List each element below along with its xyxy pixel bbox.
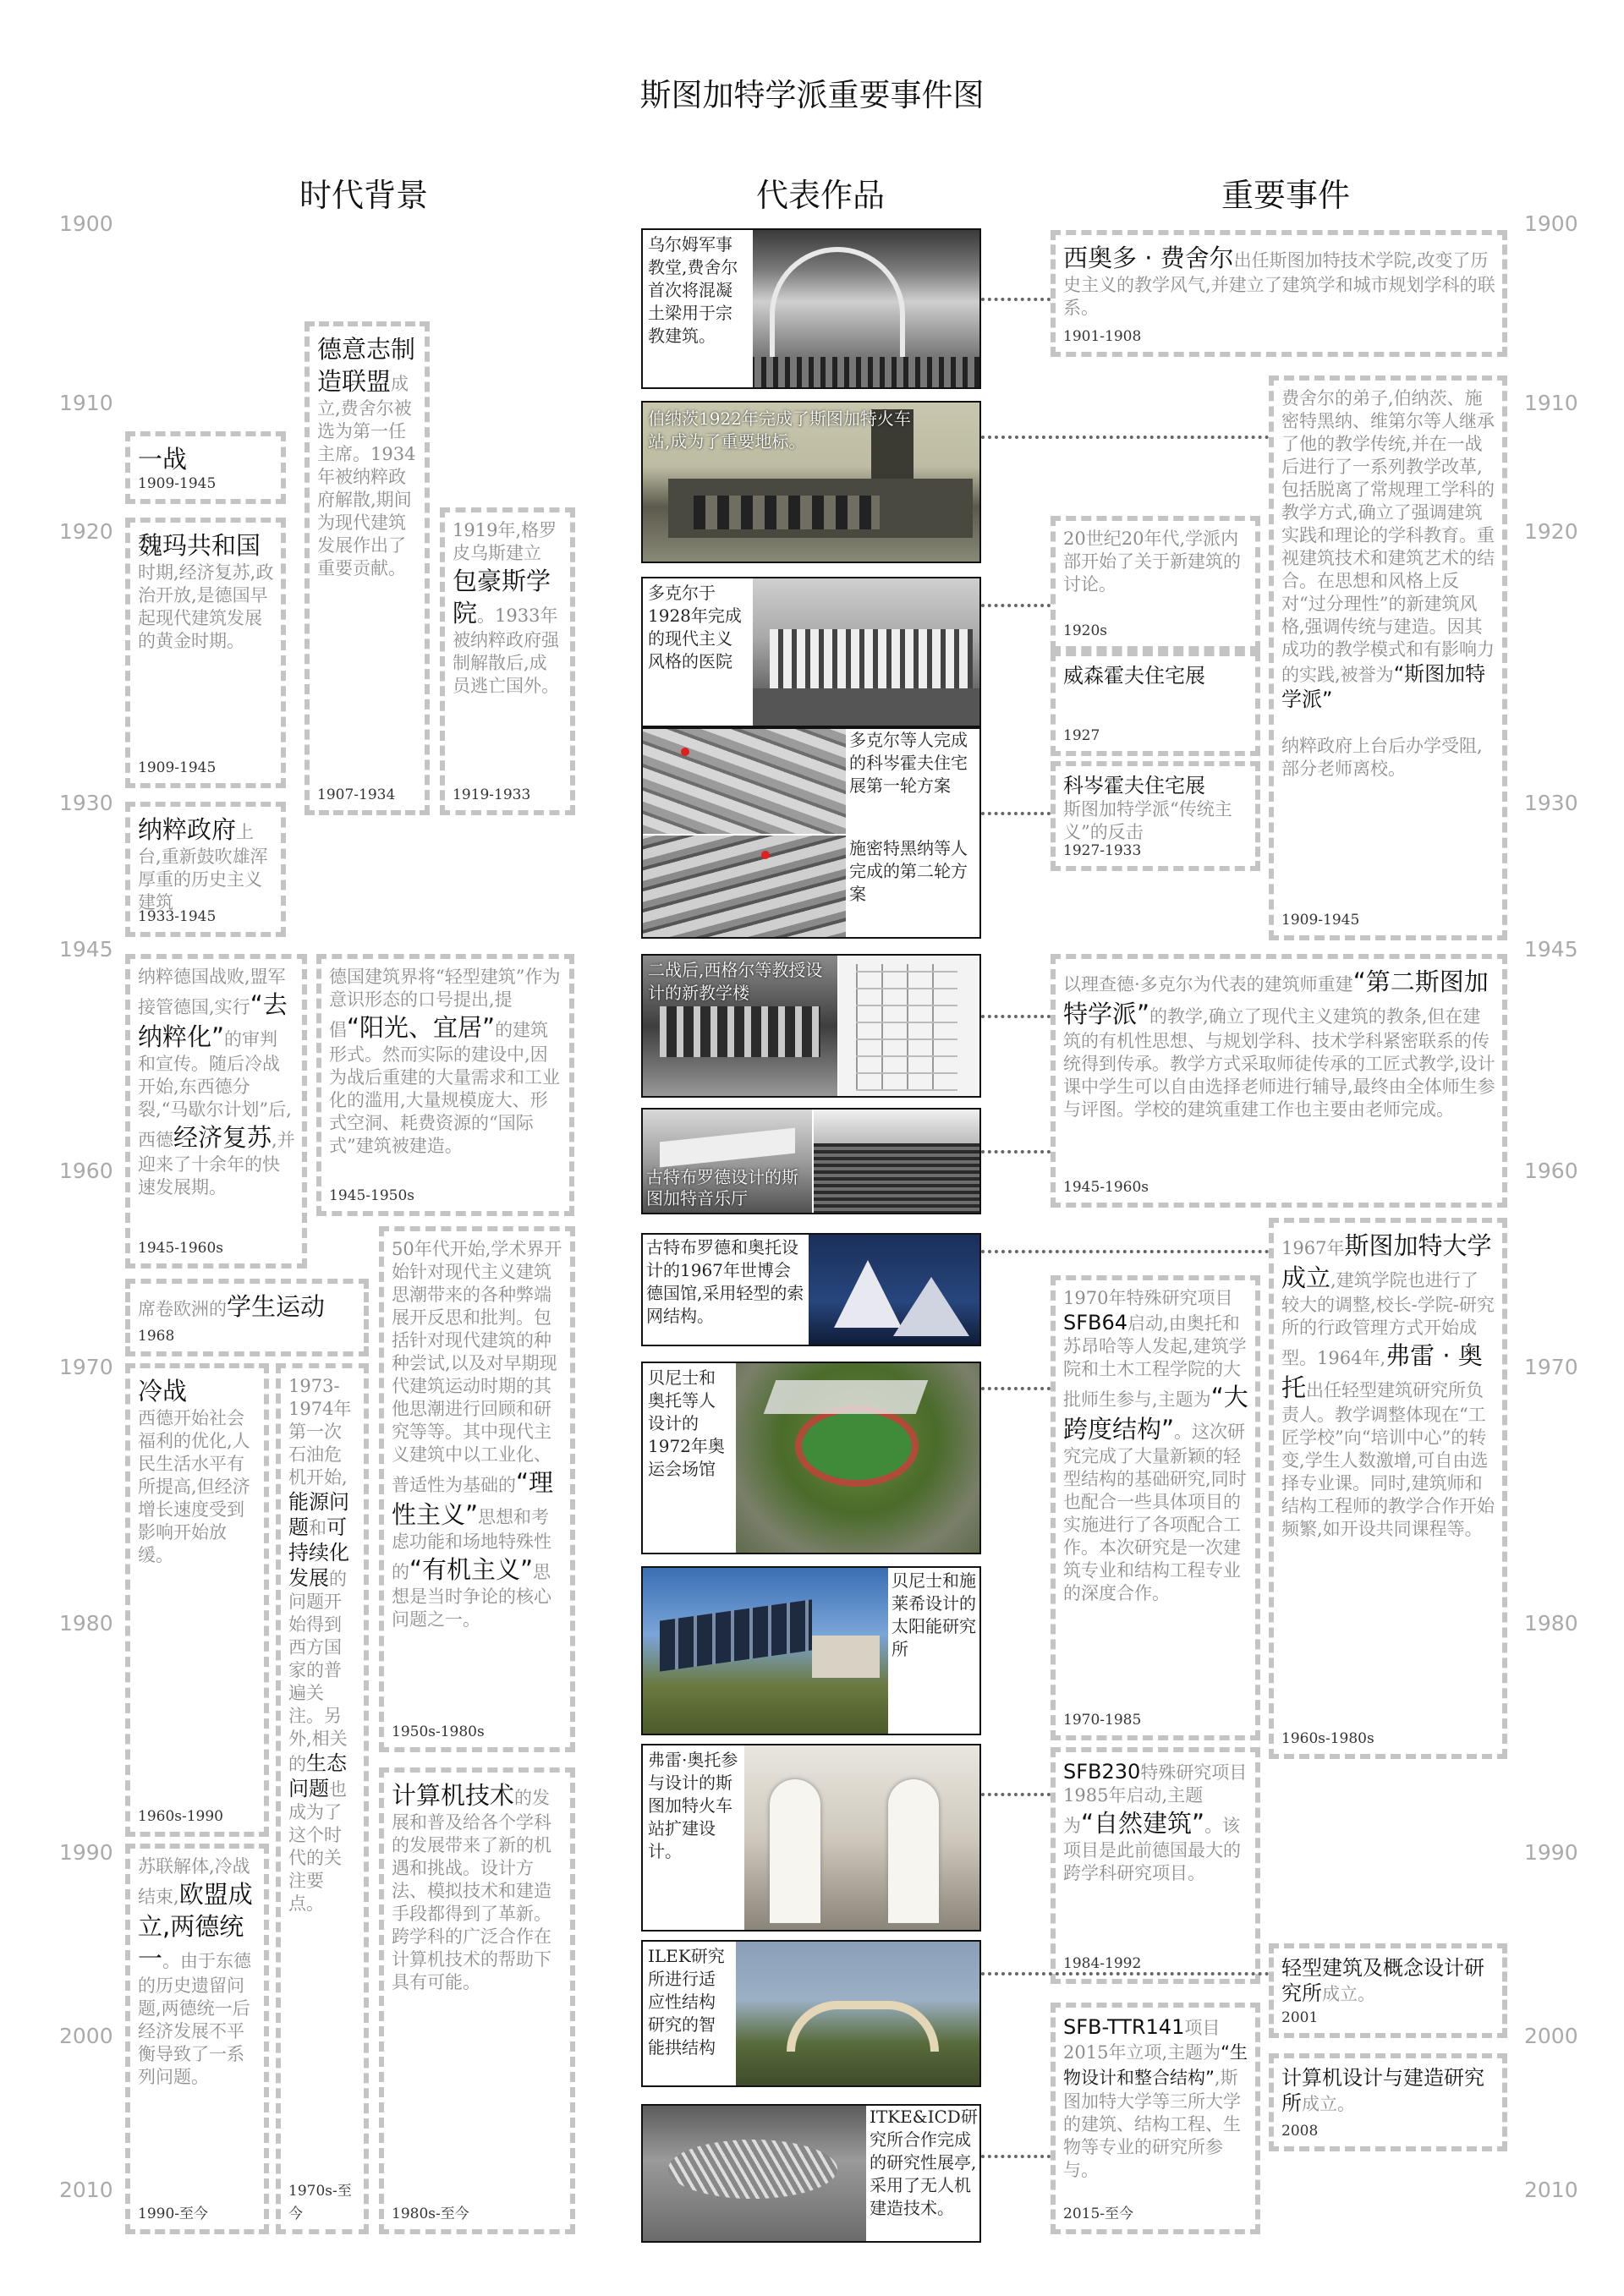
connector-expo	[981, 1250, 1269, 1253]
ev-icd-text: 成立。	[1302, 2094, 1355, 2114]
ev-weissenhof-date: 1927	[1063, 727, 1100, 744]
bg-ww1-title: 一战	[138, 445, 188, 474]
year-label-right: 1930	[1524, 791, 1578, 815]
bg-student-date: 1968	[138, 1328, 175, 1345]
ev-weissenhof	[1051, 651, 1260, 756]
ev-ilek-title: 轻型建筑及概念设计研究所	[1281, 1956, 1484, 2005]
bg-student-text: 席卷欧洲的	[138, 1299, 227, 1319]
column-head-background: 时代背景	[299, 177, 428, 214]
ev-school-date: 1909-1945	[1281, 912, 1360, 929]
photo-kochenhof-1	[643, 729, 846, 834]
bg-werkbund-text: 成立,费舍尔被选为第一任主席。1934年被纳粹政府解散,期间为现代建筑发展作出了重要贡献。	[317, 374, 416, 578]
ev-ttr141-k2: “生物设计和整合结构”	[1063, 2042, 1248, 2088]
bg-coldwar-text: 西德开始社会福利的优化,人民生活水平有所提高,但经济增长速度受到影响开始放缓。	[138, 1408, 250, 1565]
bg-postwar-k2: 经济复苏	[173, 1123, 272, 1152]
work-card-solar-institute	[641, 1566, 981, 1735]
bg-weimar-title: 魏玛共和国	[138, 531, 261, 560]
column-head-events: 重要事件	[1221, 177, 1350, 214]
bg-computer-text: 的发展和普及给各个学科的发展带来了新的机遇和挑战。设计方法、模拟技术和建造手段都得到了革新。跨学科的广泛合作在计算机技术的帮助下具有可能。	[392, 1788, 551, 1992]
ev-sfb64-text3: 。这次研究完成了大量新颖的轻型结构的基础研究,同时也配合一些具体项目的实施进行了各项配合工作。本次研究是一次建筑专业和结构工程专业的深度合作。	[1063, 1422, 1247, 1603]
year-label-right: 1910	[1524, 391, 1578, 415]
ev-ilek	[1269, 1943, 1507, 2038]
bg-bauhaus-date: 1919-1933	[453, 786, 531, 803]
photo-solar-institute	[643, 1568, 888, 1735]
ev-school-text1: 费舍尔的弟子,伯纳茨、施密特黑纳、维第尔等人继承了他的教学传统,并在一战后进行了一系列教学改革,包括脱离了常规理工学科的教学方式,确立了强调建筑实践和理论的学科教育。重视建筑技术和建筑艺术的结合。在思想和风格上反对“过分理性”的新建筑风格,强调传统与建造。因其成功的教学模式和有影响力的实践,被誉为	[1281, 388, 1495, 685]
year-label-right: 2000	[1524, 2024, 1578, 2048]
work-caption-station: 伯纳茨1922年完成了斯图加特火车站,成为了重要地标。	[648, 408, 911, 452]
ev-sfb230	[1051, 1747, 1260, 1984]
bg-theory-k1: “理性主义”	[392, 1468, 554, 1529]
work-caption-ulm-church: 乌尔姆军事教堂,费舍尔首次将混凝土梁用于宗教建筑。	[643, 230, 753, 389]
year-label-left: 1960	[59, 1159, 113, 1183]
bg-nazi-text: 上台,重新鼓吹雄浑厚重的历史主义建筑	[138, 822, 268, 912]
ev-sfb64-text2: 启动,由奥托和苏昂哈等人发起,建筑学院和土木工程学院的大批师生参与,主题为	[1063, 1313, 1247, 1410]
photo-ilek-arch	[736, 1942, 981, 2087]
bg-werkbund-title: 德意志制造联盟	[317, 335, 416, 396]
work-card-olympic	[641, 1362, 981, 1554]
bg-theory-k2: “有机主义”	[409, 1555, 534, 1584]
ev-sfb64	[1051, 1275, 1260, 1740]
ev-university-text2: ,建筑学院也进行了较大的调整,校长-学院-研究所的行政管理方式开始成型。1964年,	[1281, 1270, 1495, 1368]
ev-icd-title: 计算机设计与建造研究所	[1281, 2066, 1484, 2115]
photo-station-extension	[744, 1745, 981, 1932]
work-caption-kochenhof-2: 施密特黑纳等人完成的第二轮方案	[849, 837, 979, 906]
work-card-expo-pavilion	[641, 1233, 981, 1346]
connector-olympic	[981, 1387, 1051, 1390]
bg-computer	[379, 1767, 575, 2234]
bg-ww1-date: 1909-1945	[138, 475, 217, 492]
bg-energy	[276, 1363, 369, 2234]
photo-concert-hall-interior	[814, 1110, 981, 1214]
bg-light	[316, 954, 574, 1216]
bg-student-title: 学生运动	[227, 1292, 326, 1321]
work-card-ilek-arch	[641, 1940, 981, 2087]
ev-university	[1269, 1218, 1507, 1759]
work-caption-icd-pavilion: ITKE&ICD研究所合作完成的研究性展亭,采用了无人机建造技术。	[866, 2106, 981, 2243]
year-label-left: 2000	[59, 2024, 113, 2048]
bg-coldwar-date: 1960s-1990	[138, 1808, 223, 1825]
ev-discuss	[1051, 516, 1260, 651]
year-label-left: 2010	[59, 2178, 113, 2202]
bg-coldwar-title: 冷战	[138, 1377, 188, 1406]
ev-kochenhof-date: 1927-1933	[1063, 842, 1142, 859]
connector-teaching	[981, 1015, 1051, 1018]
bg-bauhaus-text2: 。1933年被纳粹政府强制解散后,成员逃亡国外。	[453, 606, 559, 696]
work-caption-olympic: 贝尼士和奥托等人设计的1972年奥运会场馆	[643, 1363, 736, 1554]
ev-ilek-text: 成立。	[1322, 1984, 1375, 2004]
ev-university-k1: 斯图加特大学成立	[1281, 1231, 1492, 1292]
connector-station-extension	[981, 1793, 1051, 1796]
year-label-right: 1960	[1524, 1159, 1578, 1183]
year-label-right: 1945	[1524, 937, 1578, 962]
bg-nazi	[125, 802, 286, 937]
page-title: 斯图加特学派重要事件图	[639, 77, 985, 113]
bg-theory-date: 1950s-1980s	[392, 1723, 485, 1740]
bg-weimar-text: 时期,经济复苏,政治开放,是德国早起现代建筑发展的黄金时期。	[138, 562, 274, 651]
year-label-right: 1990	[1524, 1840, 1578, 1865]
ev-sfb64-k2: “大跨度结构”	[1063, 1383, 1248, 1444]
bg-nazi-date: 1933-1945	[138, 908, 217, 925]
bg-reunify-date: 1990-至今	[138, 2206, 209, 2222]
ev-fischer-text: 出任斯图加特技术学院,改变了历史主义的教学风气,并建立了建筑学和城市规划学科的联系。	[1063, 250, 1495, 318]
work-caption-kochenhof-1: 多克尔等人完成的科岑霍夫住宅展第一轮方案	[849, 729, 979, 797]
year-label-right: 1900	[1524, 211, 1578, 236]
ev-weissenhof-title: 威森霍夫住宅展	[1063, 664, 1205, 688]
bg-werkbund	[304, 321, 430, 815]
bg-energy-date: 1970s-至今	[288, 2183, 352, 2222]
ev-discuss-date: 1920s	[1063, 622, 1107, 639]
year-label-left: 1970	[59, 1355, 113, 1379]
photo-expo-pavilion	[809, 1235, 981, 1346]
year-label-left: 1945	[59, 937, 113, 962]
bg-theory-text2: 思想和考虑功能和场地特殊性的	[392, 1507, 551, 1582]
year-label-left: 1990	[59, 1840, 113, 1865]
bg-computer-title: 计算机技术	[392, 1781, 515, 1810]
connector-icd	[981, 2155, 1051, 2158]
ev-sfb64-text1: 1970年特殊研究项目	[1063, 1288, 1233, 1308]
ev-university-text3: 出任轻型建筑研究所负责人。教学调整体现在“工匠学校”向“培训中心”的转变,学生人数激增,可自由选择专业课。同时,建筑师和结构工程师的教学合作开始频繁,如开设共同课程等。	[1281, 1380, 1495, 1539]
ev-university-date: 1960s-1980s	[1281, 1730, 1374, 1747]
bg-bauhaus	[440, 507, 575, 815]
ev-university-text1: 1967年	[1281, 1238, 1345, 1258]
bg-computer-date: 1980s-至今	[392, 2206, 469, 2222]
bg-postwar-text3: ,并迎来了十余年的快速发展期。	[138, 1130, 295, 1197]
ev-ttr141-date: 2015-至今	[1063, 2206, 1134, 2222]
bg-werkbund-date: 1907-1934	[317, 786, 396, 803]
bg-theory-text3: 思想是当时争论的核心问题之一。	[392, 1562, 551, 1630]
ev-second-school	[1051, 954, 1507, 1208]
ev-sfb230-text1: 特殊研究项目1985年启动,主题为	[1063, 1762, 1248, 1836]
connector-kochenhof	[981, 812, 1051, 815]
bg-energy-k1: 能源问题	[288, 1490, 349, 1539]
connector-ulm	[981, 298, 1051, 301]
ev-fischer-title: 西奥多 · 费舍尔	[1063, 244, 1234, 272]
ev-discuss-text: 20世纪20年代,学派内部开始了关于新建筑的讨论。	[1063, 529, 1241, 595]
bg-reunify-text2: 。由于东德的历史遗留问题,两德统一后经济发展不平衡导致了一系列问题。	[138, 1951, 252, 2087]
work-caption-teaching-building: 二战后,西格尔等教授设计的新教学楼	[648, 960, 823, 1003]
bg-postwar-text2: 的审判和宣传。随后冷战开始,东西德分裂,“马歇尔计划”后,西德	[138, 1029, 292, 1150]
year-label-right: 2010	[1524, 2178, 1578, 2202]
ev-icd	[1269, 2053, 1507, 2151]
bg-bauhaus-text1: 1919年,格罗皮乌斯建立	[453, 520, 557, 563]
ev-second-text2: 的教学,确立了现代主义建筑的教条,但在建筑的有机性思想、与规划学科、技术学科紧密联系的传统得到传承。教学方式采取师徒传承的工匠式教学,设计课中学生可以自由选择老师进行辅导,最终由全体师生参与评图。学校的建筑重建工作也主要由老师完成。	[1063, 1006, 1495, 1120]
ev-kochenhof-title: 科岑霍夫住宅展	[1063, 774, 1205, 797]
ev-fischer-date: 1901-1908	[1063, 328, 1142, 345]
ev-sfb64-k1: SFB64	[1063, 1311, 1128, 1334]
photo-icd-pavilion	[643, 2106, 866, 2243]
year-label-left: 1930	[59, 791, 113, 815]
bg-reunify-k1: 欧盟成立,两德统一	[138, 1880, 253, 1973]
year-label-left: 1980	[59, 1611, 113, 1636]
bg-weimar-date: 1909-1945	[138, 759, 217, 776]
work-caption-concert-hall: 古特布罗德设计的斯图加特音乐厅	[646, 1167, 798, 1208]
bg-student	[125, 1279, 369, 1356]
bg-coldwar	[125, 1363, 269, 1837]
bg-postwar	[125, 954, 307, 1269]
work-caption-solar-institute: 贝尼士和施莱希设计的太阳能研究所	[888, 1568, 981, 1735]
ev-school-text2: 纳粹政府上台后办学受阻,部分老师离校。	[1281, 736, 1483, 779]
bg-reunify	[125, 1844, 269, 2234]
ev-sfb230-date: 1984-1992	[1063, 1955, 1142, 1972]
ev-sfb230-k1: SFB230	[1063, 1760, 1141, 1784]
bg-weimar	[125, 518, 286, 788]
bg-energy-text1: 1973-1974年第一次石油危机开始,	[288, 1376, 352, 1488]
ev-icd-date: 2008	[1281, 2123, 1319, 2140]
work-caption-ilek-arch: ILEK研究所进行适应性结构研究的智能拱结构	[643, 1942, 736, 2087]
bg-light-k1: “阳光、宜居”	[347, 1013, 496, 1042]
bg-nazi-title: 纳粹政府	[138, 815, 237, 844]
bg-light-text2: 的建筑形式。然而实际的建设中,因为战后重建的大量需求和工业化的滥用,大量规模庞大、形式空洞、耗费资源的“国际式”建筑被建造。	[329, 1020, 560, 1156]
work-card-station	[641, 401, 981, 563]
ev-kochenhof	[1051, 761, 1260, 871]
bg-light-date: 1945-1950s	[329, 1187, 414, 1204]
work-caption-hospital: 多克尔于1928年完成的现代主义风格的医院	[643, 578, 753, 727]
year-label-right: 1970	[1524, 1355, 1578, 1379]
bg-postwar-text1: 纳粹德国战败,盟军接管德国,实行	[138, 967, 286, 1017]
column-head-works: 代表作品	[755, 177, 885, 214]
ev-school	[1269, 375, 1507, 940]
connector-hospital	[981, 604, 1051, 607]
bg-energy-k3: 生态问题	[288, 1751, 347, 1800]
photo-teaching-section	[839, 956, 981, 1098]
work-card-hospital	[641, 577, 981, 727]
bg-energy-k2: 可持续化发展	[288, 1515, 349, 1590]
bg-energy-text3: 的问题开始得到西方国家的普遍关注。另外,相关的	[288, 1569, 348, 1774]
connector-ilek	[981, 1972, 1269, 1975]
ev-ttr141-text1: 项目2015年立项,主题为	[1063, 2018, 1221, 2063]
bg-light-text1: 德国建筑界将“轻型建筑”作为意识形态的口号提出,提倡	[329, 967, 561, 1040]
bg-ww1	[125, 431, 286, 504]
bg-energy-text4: 也成为了这个时代的关注要点。	[288, 1779, 347, 1914]
ev-fischer	[1051, 230, 1507, 357]
bg-theory	[379, 1226, 575, 1752]
year-label-right: 1920	[1524, 519, 1578, 544]
ev-university-k2: 弗雷 · 奥托	[1281, 1341, 1483, 1402]
photo-kochenhof-2	[643, 836, 846, 939]
photo-olympic	[736, 1363, 981, 1554]
ev-ttr141-k1: SFB-TTR141	[1063, 2015, 1185, 2039]
ev-kochenhof-text: 斯图加特学派“传统主义”的反击	[1063, 799, 1232, 842]
ev-ttr141-text2: ,斯图加特大学等三所大学的建筑、结构工程、生物等专业的研究所参与。	[1063, 2068, 1241, 2180]
year-label-left: 1920	[59, 519, 113, 544]
ev-second-date: 1945-1960s	[1063, 1179, 1149, 1196]
photo-hospital	[753, 578, 981, 727]
year-label-right: 1980	[1524, 1611, 1578, 1636]
work-card-ulm-church	[641, 228, 981, 389]
work-caption-station-extension: 弗雷·奥托参与设计的斯图加特火车站扩建设计。	[643, 1745, 744, 1932]
ev-sfb230-text2: 。该项目是此前德国最大的跨学科研究项目。	[1063, 1816, 1241, 1883]
ev-ilek-date: 2001	[1281, 2009, 1319, 2026]
work-caption-expo-pavilion: 古特布罗德和奥托设计的1967年世博会德国馆,采用轻型的索网结构。	[643, 1235, 809, 1346]
ev-school-k1: “斯图加特学派”	[1281, 662, 1486, 711]
work-card-concert-hall	[641, 1108, 981, 1214]
connector-station	[981, 436, 1269, 439]
ev-second-k1: “第二斯图加特学派”	[1063, 967, 1489, 1028]
year-label-left: 1910	[59, 391, 113, 415]
ev-second-text1: 以理查德·多克尔为代表的建筑师重建	[1063, 974, 1353, 995]
bg-bauhaus-title: 包豪斯学院	[453, 567, 551, 627]
ev-sfb230-k2: “自然建筑”	[1081, 1809, 1205, 1838]
bg-postwar-k1: “去纳粹化”	[138, 990, 288, 1051]
ev-ttr141	[1051, 2003, 1260, 2234]
bg-reunify-text1: 苏联解体,冷战结束,	[138, 1856, 250, 1907]
work-card-icd-pavilion	[641, 2104, 981, 2243]
bg-theory-text1: 50年代开始,学术界开始针对现代主义建筑思潮带来的各种弊端展开反思和批判。包括针对现代建筑的种种尝试,以及对早期现代建筑运动时期的其他思潮进行回顾和研究等等。其中现代主义建筑中以工业化、普适性为基础的	[392, 1239, 562, 1495]
bg-energy-text2: 和	[309, 1518, 326, 1538]
work-card-teaching-building	[641, 954, 981, 1098]
connector-concert	[981, 1150, 1051, 1153]
work-card-station-extension	[641, 1744, 981, 1932]
year-label-left: 1900	[59, 211, 113, 236]
ev-sfb64-date: 1970-1985	[1063, 1712, 1142, 1729]
bg-postwar-date: 1945-1960s	[138, 1240, 223, 1257]
work-card-kochenhof	[641, 727, 981, 939]
